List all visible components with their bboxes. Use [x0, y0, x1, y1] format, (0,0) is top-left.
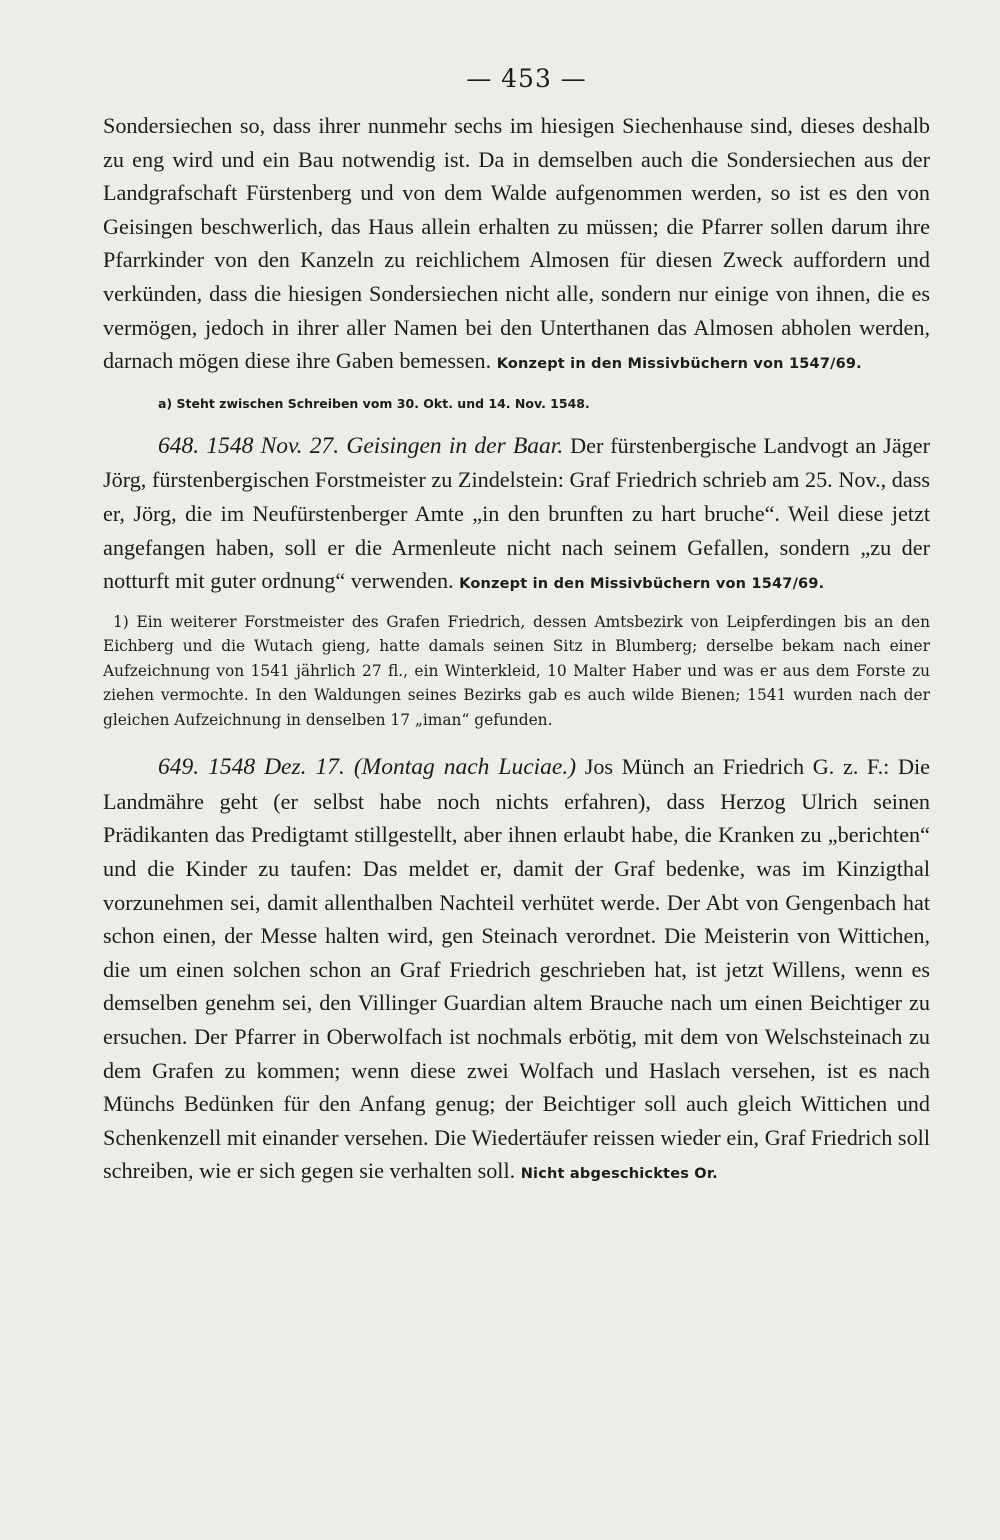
source-note: Konzept in den Missivbüchern von 1547/69. [496, 356, 862, 373]
entry-649-text: Jos Münch an Friedrich G. z. F.: Die Landmähre geht (er selbst habe noch nichts erfahren), dass Herzog Ulrich seinen Prädikanten das Predigtamt stillgestellt, aber ihnen erlaubt habe, die Kranken zu „berichten“ und die Kinder zu taufen: Das meldet er, damit der Graf bedenke, was im Kinzigthal vorzunehmen sei, damit allenthalben Nachteil verhütet werde. Der Abt von Gengenbach hat schon einen, der Messe halten wird, gen Steinach verordnet. Die Meisterin von Wittichen, die um einen solchen schon an Graf Friedrich geschrieben hat, ist jetzt Willens, wenn es demselben genehm sei, den Villinger Guardian altem Brauche nach um einen Beichtiger zu ersuchen. Der Pfarrer in Oberwolfach ist nochmals erbötig, mit dem von Welschsteinach zu dem Grafen zu kommen; wenn diese zwei Wolfach und Haslach versehen, ist es nach Münchs Bedünken für den Anfang genug; der Beichtiger soll auch gleich Wittichen und Schenkenzell mit einander versehen. Die Wiedertäufer reissen wieder ein, Graf Friedrich soll schreiben, wie er sich gegen sie verhalten soll. [103, 754, 930, 1184]
paragraph-text: Sondersiechen so, dass ihrer nunmehr sechs im hiesigen Siechenhause sind, dieses deshalb zu eng wird und ein Bau notwendig ist. Da in demselben auch die Sondersiechen aus der Landgrafschaft Fürstenberg und von dem Walde aufgenommen werden, so ist es den von Geisingen beschwerlich, das Haus allein erhalten zu müssen; die Pfarrer sollen darum ihre Pfarrkinder von den Kanzeln zu reichlichem Almosen für diesen Zweck auffordern und verkünden, dass die hiesigen Sondersiechen nicht alle, sondern nur einige von ihnen, die es vermögen, jedoch in ihrer aller Namen bei den Unterthanen das Almosen abholen werden, darnach mögen diese ihre Gaben bemessen. [103, 113, 930, 374]
footnote-a: a) Steht zwischen Schreiben vom 30. Okt. und 14. Nov. 1548. [158, 395, 590, 411]
entry-648-source: Konzept in den Missivbüchern von 1547/69. [459, 576, 825, 593]
page-number: — 453 — [466, 64, 587, 93]
footnote-1: 1) Ein weiterer Forstmeister des Grafen Friedrich, dessen Amtsbezirk von Leipferdingen bis an den Eichberg und die Wutach gieng, hatte damals seinen Sitz in Blumberg; derselbe bekam nach einer Aufzeichnung von 1541 jährlich 27 fl., ein Winterkleid, 10 Malter Haber und was er aus dem Forste zu ziehen vermochte. In den Waldungen seines Bezirks gab es auch wilde Bienen; 1541 wurden nach der gleichen Aufzeichnung in denselben 17 „iman“ gefunden. [103, 612, 930, 729]
entry-649-heading: 649. 1548 Dez. 17. (Montag nach Luciae.) [158, 754, 577, 781]
entry-649 [103, 750, 930, 1192]
entry-648 [103, 429, 930, 602]
entry-648-heading: 648. 1548 Nov. 27. Geisingen in der Baar. [158, 432, 564, 459]
entry-648-text: Der fürstenbergische Landvogt an Jäger Jörg, fürstenbergischen Forstmeister zu Zindelstein: Graf Friedrich schrieb am 25. Nov., dass er, Jörg, die im Neufürstenberger Amte „in den brunften zu hart bruche“. Weil diese jetzt angefangen haben, soll er die Armenleute nicht nach seinem Gefallen, sondern „zu der notturft mit guter ordnung“ verwenden. [103, 432, 930, 594]
paragraph-continuation [103, 109, 930, 382]
entry-649-source: Nicht abgeschicktes Or. [520, 1166, 718, 1183]
